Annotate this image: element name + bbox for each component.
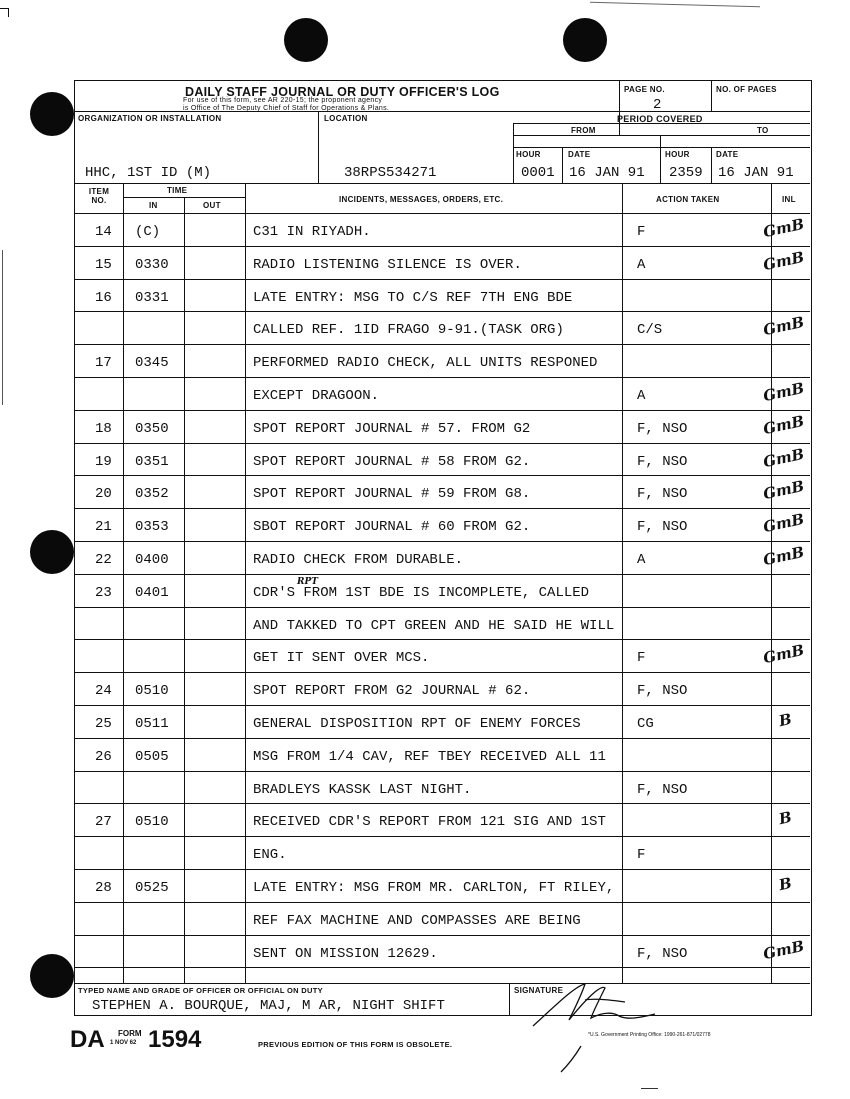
row-action-taken: F, NSO	[637, 519, 688, 536]
row-action-taken: F, NSO	[637, 683, 688, 700]
signature-divider	[509, 983, 510, 1016]
row-incident-text: PERFORMED RADIO CHECK, ALL UNITS RESPONED	[253, 355, 598, 372]
form-id-da: DA	[70, 1026, 105, 1053]
row-incident-text: RADIO LISTENING SILENCE IS OVER.	[253, 256, 522, 273]
row-incident-text: SPOT REPORT FROM G2 JOURNAL # 62.	[253, 683, 531, 700]
row-time-in: 0330	[135, 256, 169, 273]
table-row	[75, 475, 810, 508]
location-label: LOCATION	[324, 114, 368, 123]
row-action-taken: CG	[637, 716, 654, 732]
hour-date-line	[513, 147, 810, 148]
row-initials: GmB	[761, 444, 806, 471]
table-row	[75, 246, 810, 279]
no-of-pages-label: NO. OF PAGES	[716, 85, 777, 94]
table-row	[75, 935, 810, 968]
table-row	[75, 672, 810, 705]
scan-corner-mark	[0, 8, 9, 17]
hour-date-divider-1	[562, 147, 563, 183]
to-date-label: DATE	[716, 150, 739, 159]
row-item-no: 22	[95, 552, 112, 568]
row-action-taken: F, NSO	[637, 945, 688, 962]
row-action-taken: F, NSO	[637, 486, 688, 503]
row-initials: GmB	[761, 936, 806, 963]
row-incident-text: CDR'S FROM 1ST BDE IS INCOMPLETE, CALLED	[253, 584, 590, 601]
scan-dash	[641, 1088, 658, 1089]
row-incident-text: EXCEPT DRAGOON.	[253, 388, 380, 404]
officer-value: STEPHEN A. BOURQUE, MAJ, M AR, NIGHT SHIFT	[92, 998, 445, 1014]
row-time-in: (C)	[135, 224, 161, 240]
row-item-no: 16	[95, 289, 112, 306]
row-initials: GmB	[761, 378, 806, 406]
row-item-no: 14	[95, 224, 112, 240]
table-row	[75, 836, 810, 869]
journal-form	[74, 80, 812, 1016]
row-item-no: 17	[95, 355, 112, 372]
form-id-form: FORM	[118, 1029, 142, 1038]
table-row	[75, 541, 810, 574]
row-time-in: 0400	[135, 552, 169, 568]
period-line	[513, 123, 810, 124]
row-action-taken: F, NSO	[637, 781, 688, 798]
table-row	[75, 443, 810, 476]
footer-line	[75, 983, 810, 984]
from-to-line	[513, 135, 810, 136]
row-action-taken: A	[637, 256, 646, 273]
row-action-taken: F	[637, 650, 646, 667]
location-divider	[513, 123, 514, 183]
scan-smudge	[590, 2, 760, 7]
incidents-label: INCIDENTS, MESSAGES, ORDERS, ETC.	[339, 195, 504, 204]
from-date-label: DATE	[568, 150, 591, 159]
to-label: TO	[757, 126, 769, 135]
row-initials: GmB	[761, 510, 806, 537]
row-incident-text: BRADLEYS KASSK LAST NIGHT.	[253, 781, 472, 798]
table-row	[75, 377, 810, 410]
to-hour-label: HOUR	[665, 150, 690, 159]
row-incident-text: AND TAKKED TO CPT GREEN AND HE SAID HE WILL	[253, 617, 615, 634]
table-row	[75, 344, 810, 377]
punch-hole-top-2	[563, 18, 607, 62]
row-incident-text: MSG FROM 1/4 CAV, REF TBEY RECEIVED ALL 11	[253, 748, 606, 765]
punch-hole-left-3	[30, 954, 74, 998]
row-action-taken: F	[637, 847, 646, 864]
row-incident-text: C31 IN RIYADH.	[253, 224, 371, 240]
row-initials: GmB	[761, 247, 806, 274]
page-no-label: PAGE NO.	[624, 85, 665, 94]
no-of-pages-divider	[711, 81, 712, 111]
in-label: IN	[149, 201, 158, 210]
row-incident-text: GET IT SENT OVER MCS.	[253, 650, 430, 667]
form-subtitle-2: is Office of The Deputy Chief of Staff for Operations & Plans.	[183, 105, 390, 112]
rpt-annotation: RPT	[297, 577, 318, 587]
row-item-no: 23	[95, 584, 112, 601]
from-hour-value: 0001	[521, 165, 555, 181]
row-incident-text: SPOT REPORT JOURNAL # 57. FROM G2	[253, 420, 531, 437]
row-item-no: 26	[95, 748, 112, 765]
location-value: 38RPS534271	[344, 165, 437, 181]
table-row	[75, 574, 810, 607]
table-row	[75, 738, 810, 771]
table-row	[75, 279, 810, 312]
row-item-no: 15	[95, 256, 112, 273]
org-divider	[318, 111, 319, 183]
form-id-number: 1594	[148, 1026, 202, 1053]
row-initials: B	[777, 709, 794, 731]
time-label: TIME	[167, 186, 188, 195]
row-incident-text: SENT ON MISSION 12629.	[253, 945, 438, 962]
table-row	[75, 869, 810, 902]
row-time-in: 0525	[135, 880, 169, 896]
row-incident-text: SBOT REPORT JOURNAL # 60 FROM G2.	[253, 519, 531, 536]
row-incident-text: LATE ENTRY: MSG TO C/S REF 7TH ENG BDE	[253, 289, 573, 306]
row-incident-text: RECEIVED CDR'S REPORT FROM 121 SIG AND 1ST	[253, 814, 606, 831]
row-time-in: 0401	[135, 584, 169, 601]
row-initials: GmB	[761, 477, 806, 504]
action-label: ACTION TAKEN	[656, 195, 720, 204]
inl-label: INL	[782, 195, 796, 204]
previous-edition-note: PREVIOUS EDITION OF THIS FORM IS OBSOLETE.	[258, 1040, 453, 1049]
row-incident-text: SPOT REPORT JOURNAL # 59 FROM G8.	[253, 486, 531, 503]
row-initials: B	[777, 808, 794, 829]
row-item-no: 19	[95, 453, 112, 470]
header-line-1	[75, 111, 810, 112]
org-label: ORGANIZATION OR INSTALLATION	[78, 114, 222, 123]
from-to-divider	[660, 135, 661, 183]
row-incident-text: SPOT REPORT JOURNAL # 58 FROM G2.	[253, 453, 531, 470]
row-incident-text: GENERAL DISPOSITION RPT OF ENEMY FORCES	[253, 716, 581, 732]
table-row	[75, 607, 810, 640]
row-action-taken: F	[637, 224, 646, 240]
row-initials: GmB	[761, 641, 806, 668]
row-initials: GmB	[761, 214, 806, 242]
table-row	[75, 311, 810, 344]
from-date-value: 16 JAN 91	[569, 165, 645, 181]
from-label: FROM	[571, 126, 596, 135]
row-incident-text: RADIO CHECK FROM DURABLE.	[253, 552, 464, 568]
form-title: DAILY STAFF JOURNAL OR DUTY OFFICER'S LOG	[185, 85, 500, 99]
org-value: HHC, 1ST ID (M)	[85, 165, 212, 181]
punch-hole-top-1	[284, 18, 328, 62]
page-no-value: 2	[653, 97, 662, 113]
form-subtitle-1: For use of this form, see AR 220-15; the proponent agency	[183, 97, 383, 104]
row-time-in: 0351	[135, 453, 169, 470]
row-time-in: 0353	[135, 519, 169, 536]
scan-edge-line	[2, 250, 3, 405]
row-initials: GmB	[761, 411, 806, 438]
header-line-2	[75, 183, 810, 184]
hour-date-divider-2	[711, 147, 712, 183]
row-time-in: 0331	[135, 289, 169, 306]
officer-signature	[515, 976, 685, 1076]
row-item-no: 20	[95, 486, 112, 503]
row-incident-text: LATE ENTRY: MSG FROM MR. CARLTON, FT RILEY,	[253, 880, 615, 896]
table-row	[75, 213, 810, 246]
item-no-label: ITEM NO.	[88, 187, 110, 205]
officer-label: TYPED NAME AND GRADE OF OFFICER OR OFFICIAL ON DUTY	[78, 986, 323, 995]
to-hour-value: 2359	[669, 165, 703, 181]
row-item-no: 18	[95, 420, 112, 437]
punch-hole-left-1	[30, 92, 74, 136]
row-item-no: 24	[95, 683, 112, 700]
table-row	[75, 902, 810, 935]
to-date-value: 16 JAN 91	[718, 165, 794, 181]
row-initials: B	[777, 873, 794, 895]
row-time-in: 0510	[135, 683, 169, 700]
table-row	[75, 705, 810, 738]
table-row	[75, 771, 810, 804]
row-action-taken: C/S	[637, 322, 663, 339]
row-initials: GmB	[761, 542, 806, 570]
row-time-in: 0510	[135, 814, 169, 831]
row-time-in: 0345	[135, 355, 169, 372]
period-label: PERIOD COVERED	[617, 114, 703, 124]
row-incident-text: REF FAX MACHINE AND COMPASSES ARE BEING	[253, 912, 581, 929]
table-row	[75, 639, 810, 672]
table-row	[75, 410, 810, 443]
row-separator	[75, 967, 810, 968]
row-action-taken: F, NSO	[637, 453, 688, 470]
printing-office-note: *U.S. Government Printing Office: 1990-261-871/02778	[588, 1032, 711, 1038]
row-action-taken: F, NSO	[637, 420, 688, 437]
row-initials: GmB	[761, 313, 806, 340]
row-action-taken: A	[637, 388, 646, 404]
out-label: OUT	[203, 201, 221, 210]
table-row	[75, 803, 810, 836]
row-item-no: 28	[95, 880, 112, 896]
form-id-date: 1 NOV 62	[110, 1040, 137, 1046]
row-incident-text: CALLED REF. 1ID FRAGO 9-91.(TASK ORG)	[253, 322, 564, 339]
row-time-in: 0352	[135, 486, 169, 503]
signature-label: SIGNATURE	[514, 986, 564, 995]
row-time-in: 0511	[135, 716, 169, 732]
table-row	[75, 508, 810, 541]
punch-hole-left-2	[30, 530, 74, 574]
row-action-taken: A	[637, 552, 646, 568]
page-no-divider	[619, 81, 620, 135]
from-hour-label: HOUR	[516, 150, 541, 159]
row-incident-text: ENG.	[253, 847, 287, 864]
row-item-no: 27	[95, 814, 112, 831]
row-item-no: 25	[95, 716, 112, 732]
row-item-no: 21	[95, 519, 112, 536]
row-time-in: 0350	[135, 420, 169, 437]
row-time-in: 0505	[135, 748, 169, 765]
